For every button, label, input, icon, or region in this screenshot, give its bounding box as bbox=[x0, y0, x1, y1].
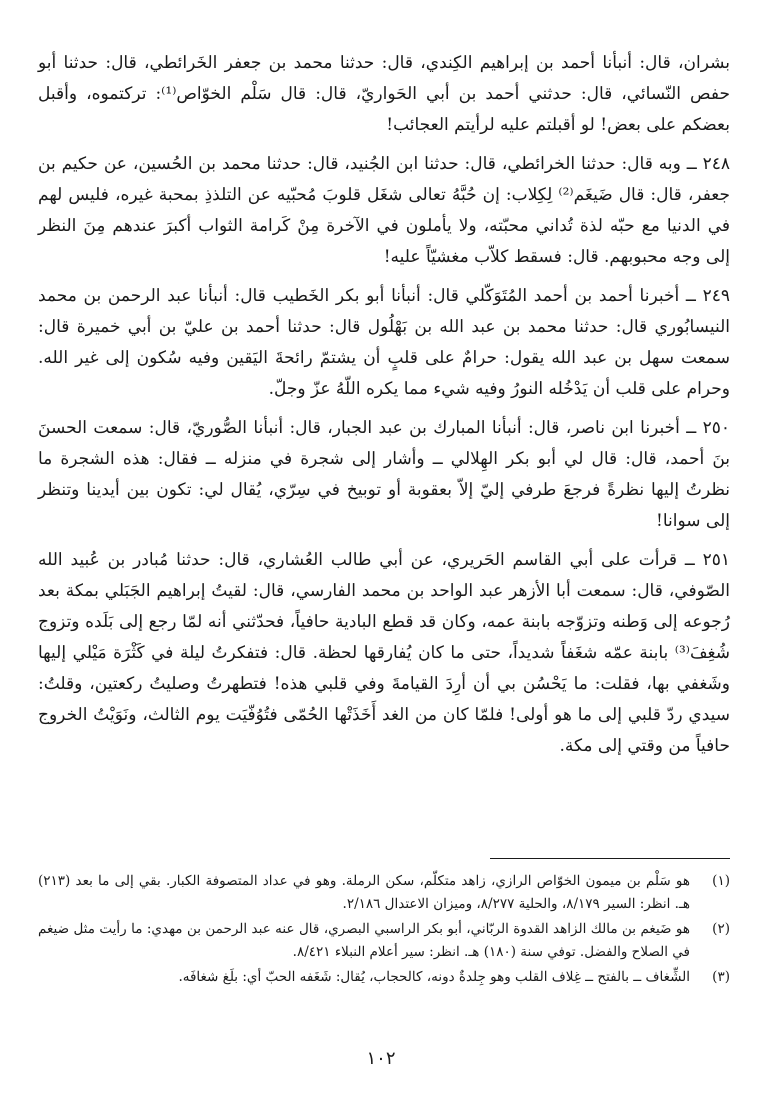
footnote-text: هو سَلْم بن ميمون الخوّاص الرازي، زاهد متكلّم، سكن الرملة. وهو في عداد المتصوفة الكبار. بقي إلى ما بعد (٢١٣) هـ. انظر: السير ٨/١٧٩، والحلية ٨/٢٧٧، وميزان الاعتدال ٢/١٨٦. bbox=[38, 873, 690, 912]
paragraph-250: ٢٥٠ ــ أخبرنا ابن ناصر، قال: أنبأنا المبارك بن عبد الجبار، قال: أنبأنا الصُّوريّ، قال: سمعت الحسنَ بنَ أحمد، قال: قال لي أبو بكر الهِلالي ــ وأشار إلى شجرة في منزله ــ فقال: هذه الشجرة ما نظرتُ إليها نظرةً فرجعَ طرفي إليّ إلاّ بعقوبة أو توبيخ في سِرّي، يُقال لي: تكون بين أيدينا وتنظر إلى سوانا! bbox=[38, 418, 730, 531]
paragraph-249: ٢٤٩ ــ أخبرنا أحمد بن أحمد المُتَوَكّلي قال: أنبأنا أبو بكر الخَطيب قال: أنبأنا عبد الرحمن بن محمد النيسابُوري قال: حدثنا محمد بن عبد الله بن بَهْلُول قال: حدثنا أحمد بن عليّ بن أبي خميرة قال: سمعت سهل بن عبد الله يقول: حرامٌ على قلبٍ أن يشتمّ رائحةَ اليَقين وفيه سُكون إلى غير الله. وحرام على قلب أن يَدْخُله النورُ وفيه شيء مما يكره اللّهُ عزّ وجلّ. bbox=[38, 286, 730, 399]
footnote-3 bbox=[38, 966, 730, 989]
paragraph-continuation: بشران، قال: أنبأنا أحمد بن إبراهيم الكِندي، قال: حدثنا محمد بن جعفر الخَرائطي، قال: حدثنا أبو حفص النّسائي، قال: حدثني أحمد بن أبي الحَواريّ، قال: قال سَلْم الخوّاص⁽¹⁾: تركتموه، وأقبل بعضكم على بعض! لو أقبلتم عليه لرأيتم العجائب! bbox=[38, 53, 730, 135]
paragraph-248: ٢٤٨ ــ وبه قال: حدثنا الخرائطي، قال: حدثنا ابن الجُنيد، قال: حدثنا محمد بن الحُسين، عن حكيم بن جعفر، قال: قال ضَيغَم⁽²⁾ لِكِلاب: إن حُبَّهُ تعالى شغَل قلوبَ مُحبّيه عن التلذذِ بمحبة غيره، فليس لهم في الدنيا مع حبّه لذة تُداني محبّته، ولا يأملون في الآخرة مِنْ كَرامة الثواب أكبرَ عندهم مِنَ النظر إلى وجه محبوبهم. قال: فسقط كلاّب مغشيّاً عليه! bbox=[38, 154, 730, 267]
footnote-number: (١) bbox=[712, 873, 730, 889]
footnote-text: هو ضَيغم بن مالك الزاهد القدوة الربّاني، أبو بكر الراسبي البصري، قال عنه عبد الرحمن بن مهدي: ما رأيت مثل ضيغم في الصلاح والفضل. توفي سنة (١٨٠) هـ. انظر: سير أعلام النبلاء ٨/٤٢١. bbox=[38, 921, 690, 960]
footnote-2 bbox=[38, 918, 730, 964]
footnote-1 bbox=[38, 870, 730, 916]
footnotes-section bbox=[38, 870, 730, 991]
footnote-separator bbox=[490, 858, 730, 859]
footnote-number: (٣) bbox=[712, 969, 730, 985]
footnote-text: الشِّغاف ــ بالفتح ــ غِلاف القلب وهو جِلدةٌ دونه، كالحجاب، يُقال: شَغَفه الحبّ أي: بلَغ شغافَه. bbox=[178, 969, 690, 985]
main-text bbox=[38, 48, 730, 770]
page-number: ١٠٢ bbox=[366, 1048, 396, 1069]
paragraph-251: ٢٥١ ــ قرأت على أبي القاسم الحَريري، عن أبي طالب العُشاري، قال: حدثنا مُبادر بن عُبيد الله الصّوفي، قال: سمعت أبا الأزهر عبد الواحد بن محمد الفارسي، قال: لقيتُ إبراهيم الجَبَلي بمكة بعد رُجوعه إلى وَطنه وتزوّجه بابنة عمه، وكان قد قطع البادية حافياً، فحدّثني أنه لمّا رجع إلى بَلَده وتزوج شُغِفَ⁽³⁾ بابنة عمّه شغَفاً شديداً، حتى ما كان يُفارقها لحظة. قال: فتفكرتُ ليلة في كَثْرَة مَيْلي إليها وشَغفي بها، فقلت: ما يَحْسُن بي أن أرِدَ القيامةَ وفي قلبي هذه! فتطهرتُ وصليتُ ركعتين، وقلتُ: سيدي ردّ قلبي إلى ما هو أولى! فلمّا كان من الغد أَخَذَتْها الحُمّى فتُوُفّيَت يوم الثالث، ونَوَيْتُ الخروج حافياً من وقتي إلى مكة. bbox=[38, 550, 730, 756]
footnote-number: (٢) bbox=[712, 921, 730, 937]
